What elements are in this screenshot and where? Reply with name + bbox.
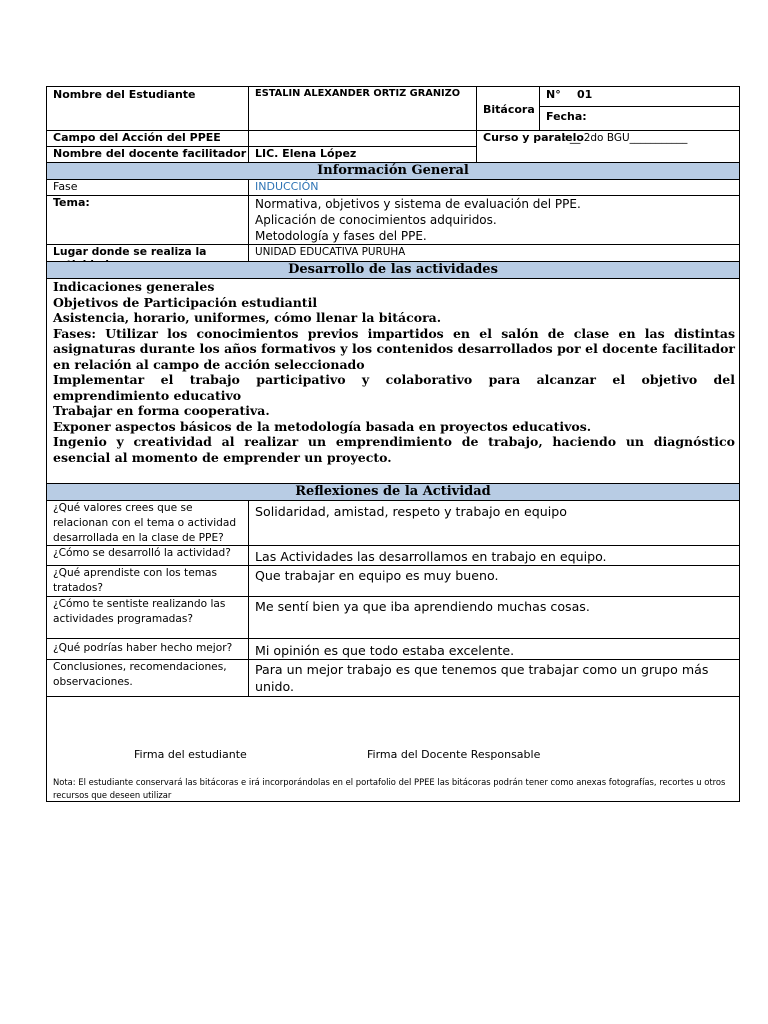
lugar-value-cell (248, 244, 740, 262)
reflexion-answer: Las Actividades las desarrollamos en trabajo en equipo. (255, 549, 607, 564)
firma-estudiante: Firma del estudiante (134, 748, 247, 761)
tema-line: Normativa, objetivos y sistema de evaluación del PPE. (255, 197, 581, 211)
reflexion-question: ¿Cómo te sentiste realizando las actividades programadas? (53, 598, 226, 625)
student-label-cell (46, 86, 249, 131)
reflexion-question-cell (46, 638, 249, 660)
info-general-heading: Información General (46, 162, 740, 180)
reflexion-answer: Solidaridad, amistad, respeto y trabajo en equipo (255, 504, 567, 519)
desarrollo-text (53, 279, 735, 465)
reflexion-question-cell (46, 500, 249, 546)
fase-value-cell (248, 179, 740, 196)
desarrollo-paragraph: Trabajar en forma cooperativa. (53, 403, 270, 418)
desarrollo-paragraph: Ingenio y creatividad al realizar un emprendimiento de trabajo, haciendo un diagnóstico esencial al momento de emprender un proyecto. (53, 434, 735, 465)
lugar-value: UNIDAD EDUCATIVA PURUHA (255, 246, 406, 258)
firmas-section (46, 696, 740, 802)
desarrollo-paragraph: Fases: Utilizar los conocimientos previos impartidos en el salón de clase en las distintas asignaturas durante los años formativos y los contenidos desarrollados por el docente facilitador en relación al campo de acción seleccionado (53, 325, 735, 372)
bitacora-label: Bitácora (483, 103, 535, 116)
campo-label-cell (46, 130, 249, 147)
bitacora-label-cell (476, 86, 540, 131)
docente-value: LIC. Elena López (255, 147, 357, 160)
fase-value: INDUCCIÓN (255, 180, 319, 193)
no-cell (539, 86, 740, 107)
desarrollo-paragraph: Objetivos de Participación estudiantil (53, 294, 318, 310)
student-name-cell (248, 86, 477, 131)
reflexion-question-cell (46, 565, 249, 597)
no-value: 01 (577, 88, 593, 101)
docente-label-cell (46, 146, 249, 163)
reflexion-question: Conclusiones, recomendaciones, observaciones. (53, 661, 227, 688)
curso-label: Curso y paralelo (483, 131, 584, 144)
desarrollo-paragraph: Indicaciones generales (53, 279, 215, 294)
reflexion-answer-cell (248, 596, 740, 639)
desarrollo-paragraph: Implementar el trabajo participativo y colaborativo para alcanzar el objetivo del emprendimiento educativo (53, 372, 735, 403)
reflexion-answer-cell (248, 659, 740, 697)
desarrollo-body (46, 278, 740, 484)
docente-label: Nombre del docente facilitador (53, 147, 247, 160)
reflexion-answer: Para un mejor trabajo es que tenemos que trabajar como un grupo más unido. (255, 662, 709, 694)
reflexion-answer: Mi opinión es que todo estaba excelente. (255, 643, 515, 658)
reflexion-answer: Que trabajar en equipo es muy bueno. (255, 568, 499, 583)
reflexion-question-cell (46, 545, 249, 566)
nota-text: Nota: El estudiante conservará las bitácoras e irá incorporándolas en el portafolio del PPEE las bitácoras podrán tener como anexas fotografías, recortes u otros recursos que deseen utilizar (53, 777, 726, 800)
desarrollo-heading: Desarrollo de las actividades (46, 261, 740, 279)
reflexion-question: ¿Qué podrías haber hecho mejor? (53, 642, 233, 654)
reflexion-question-cell (46, 659, 249, 697)
lugar-label: Lugar donde se realiza la (53, 245, 207, 258)
tema-label-cell (46, 195, 249, 245)
fase-label: Fase (53, 180, 78, 193)
desarrollo-paragraph: Exponer aspectos básicos de la metodología basada en proyectos educativos. (53, 418, 592, 434)
reflexiones-heading: Reflexiones de la Actividad (46, 483, 740, 501)
campo-value-cell (248, 130, 477, 147)
desarrollo-paragraph: Asistencia, horario, uniformes, cómo llenar la bitácora. (53, 310, 442, 325)
no-label: N° (546, 88, 561, 101)
student-name: ESTALIN ALEXANDER ORTIZ GRANIZO (255, 88, 461, 99)
docente-value-cell (248, 146, 477, 163)
campo-label: Campo del Acción del PPEE (53, 131, 221, 144)
reflexion-question: ¿Qué valores crees que se relacionan con el tema o actividad desarrollada en la clase de PPE? (53, 502, 237, 544)
reflexion-answer: Me sentí bien ya que iba aprendiendo muchas cosas. (255, 599, 590, 614)
reflexion-question: ¿Cómo se desarrolló la actividad? (53, 547, 231, 559)
reflexion-answer-cell (248, 638, 740, 660)
fase-label-cell (46, 179, 249, 196)
tema-line: Metodología y fases del PPE. (255, 229, 427, 243)
tema-line: Aplicación de conocimientos adquiridos. (255, 213, 497, 227)
reflexion-answer-cell (248, 545, 740, 566)
curso-cell (476, 130, 740, 163)
firma-docente: Firma del Docente Responsable (367, 748, 541, 761)
tema-label: Tema: (53, 196, 90, 209)
reflexion-question-cell (46, 596, 249, 639)
reflexion-question: ¿Qué aprendiste con los temas tratados? (53, 567, 218, 594)
fecha-cell (539, 106, 740, 131)
reflexion-answer-cell (248, 500, 740, 546)
reflexion-answer-cell (248, 565, 740, 597)
curso-value: : __ 2do BGU___________ (563, 132, 688, 144)
lugar-label-cell (46, 244, 249, 262)
student-label: Nombre del Estudiante (53, 88, 196, 101)
fecha-label: Fecha: (546, 110, 587, 123)
tema-value-cell (248, 195, 740, 245)
